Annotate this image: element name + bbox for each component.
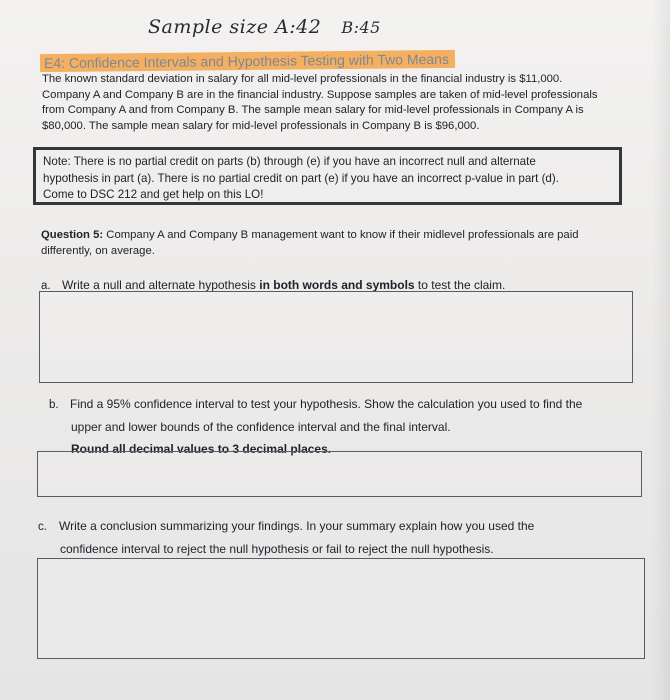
part-b-marker: b. xyxy=(49,399,59,411)
section-title: E4: Confidence Intervals and Hypothesis Testing with Two Means xyxy=(40,50,455,72)
handwritten-b-value: B:45 xyxy=(341,18,381,37)
question-5 xyxy=(41,228,631,259)
intro-line: Company A and Company B are in the financial industry. Suppose samples are taken of mid-level professionals xyxy=(42,88,598,101)
part-a-marker: a. xyxy=(41,280,51,292)
part-b xyxy=(49,393,639,460)
answer-box-a[interactable] xyxy=(39,291,633,383)
part-a-text-pre: Write a null and alternate hypothesis xyxy=(62,278,260,292)
part-c-marker: c. xyxy=(38,521,47,533)
part-c xyxy=(38,515,628,560)
handwritten-note xyxy=(148,16,381,38)
intro-paragraph xyxy=(42,72,634,134)
answer-box-c[interactable] xyxy=(37,558,645,659)
note-line: hypothesis in part (a). There is no partial credit on part (e) if you have an incorrect p-value in part (d). xyxy=(43,171,559,185)
page-shadow xyxy=(652,0,670,700)
answer-box-b[interactable] xyxy=(37,451,642,497)
part-a-text-bold: in both words and symbols xyxy=(259,278,415,292)
handwritten-sample-size: Sample size A:42 xyxy=(148,16,322,38)
part-b-line1: Find a 95% confidence interval to test your hypothesis. Show the calculation you used to find the xyxy=(70,397,583,411)
part-c-line2: confidence interval to reject the null hypothesis or fail to reject the null hypothesis. xyxy=(60,542,494,556)
note-line: Note: There is no partial credit on parts (b) through (e) if you have an incorrect null and alternate xyxy=(43,155,536,168)
part-b-line2: upper and lower bounds of the confidence interval and the final interval. xyxy=(71,420,451,434)
question-text-line2: differently, on average. xyxy=(41,244,155,257)
part-c-line1: Write a conclusion summarizing your findings. In your summary explain how you used the xyxy=(59,519,535,533)
part-b-line3: Round all decimal values to 3 decimal places. xyxy=(71,442,332,456)
part-a-text-post: to test the claim. xyxy=(414,278,506,292)
note-box xyxy=(33,147,622,205)
question-label: Question 5: xyxy=(41,229,104,241)
question-text-line1: Company A and Company B management want to know if their midlevel professionals are paid xyxy=(103,229,579,241)
intro-line: from Company A and from Company B. The sample mean salary for mid-level professionals in Company A is xyxy=(42,104,584,116)
intro-line: The known standard deviation in salary for all mid-level professionals in the financial industry is $11,000. xyxy=(42,73,563,85)
intro-line: $80,000. The sample mean salary for mid-level professionals in Company B is $96,000. xyxy=(42,119,480,132)
note-line: Come to DSC 212 and get help on this LO! xyxy=(43,188,264,201)
